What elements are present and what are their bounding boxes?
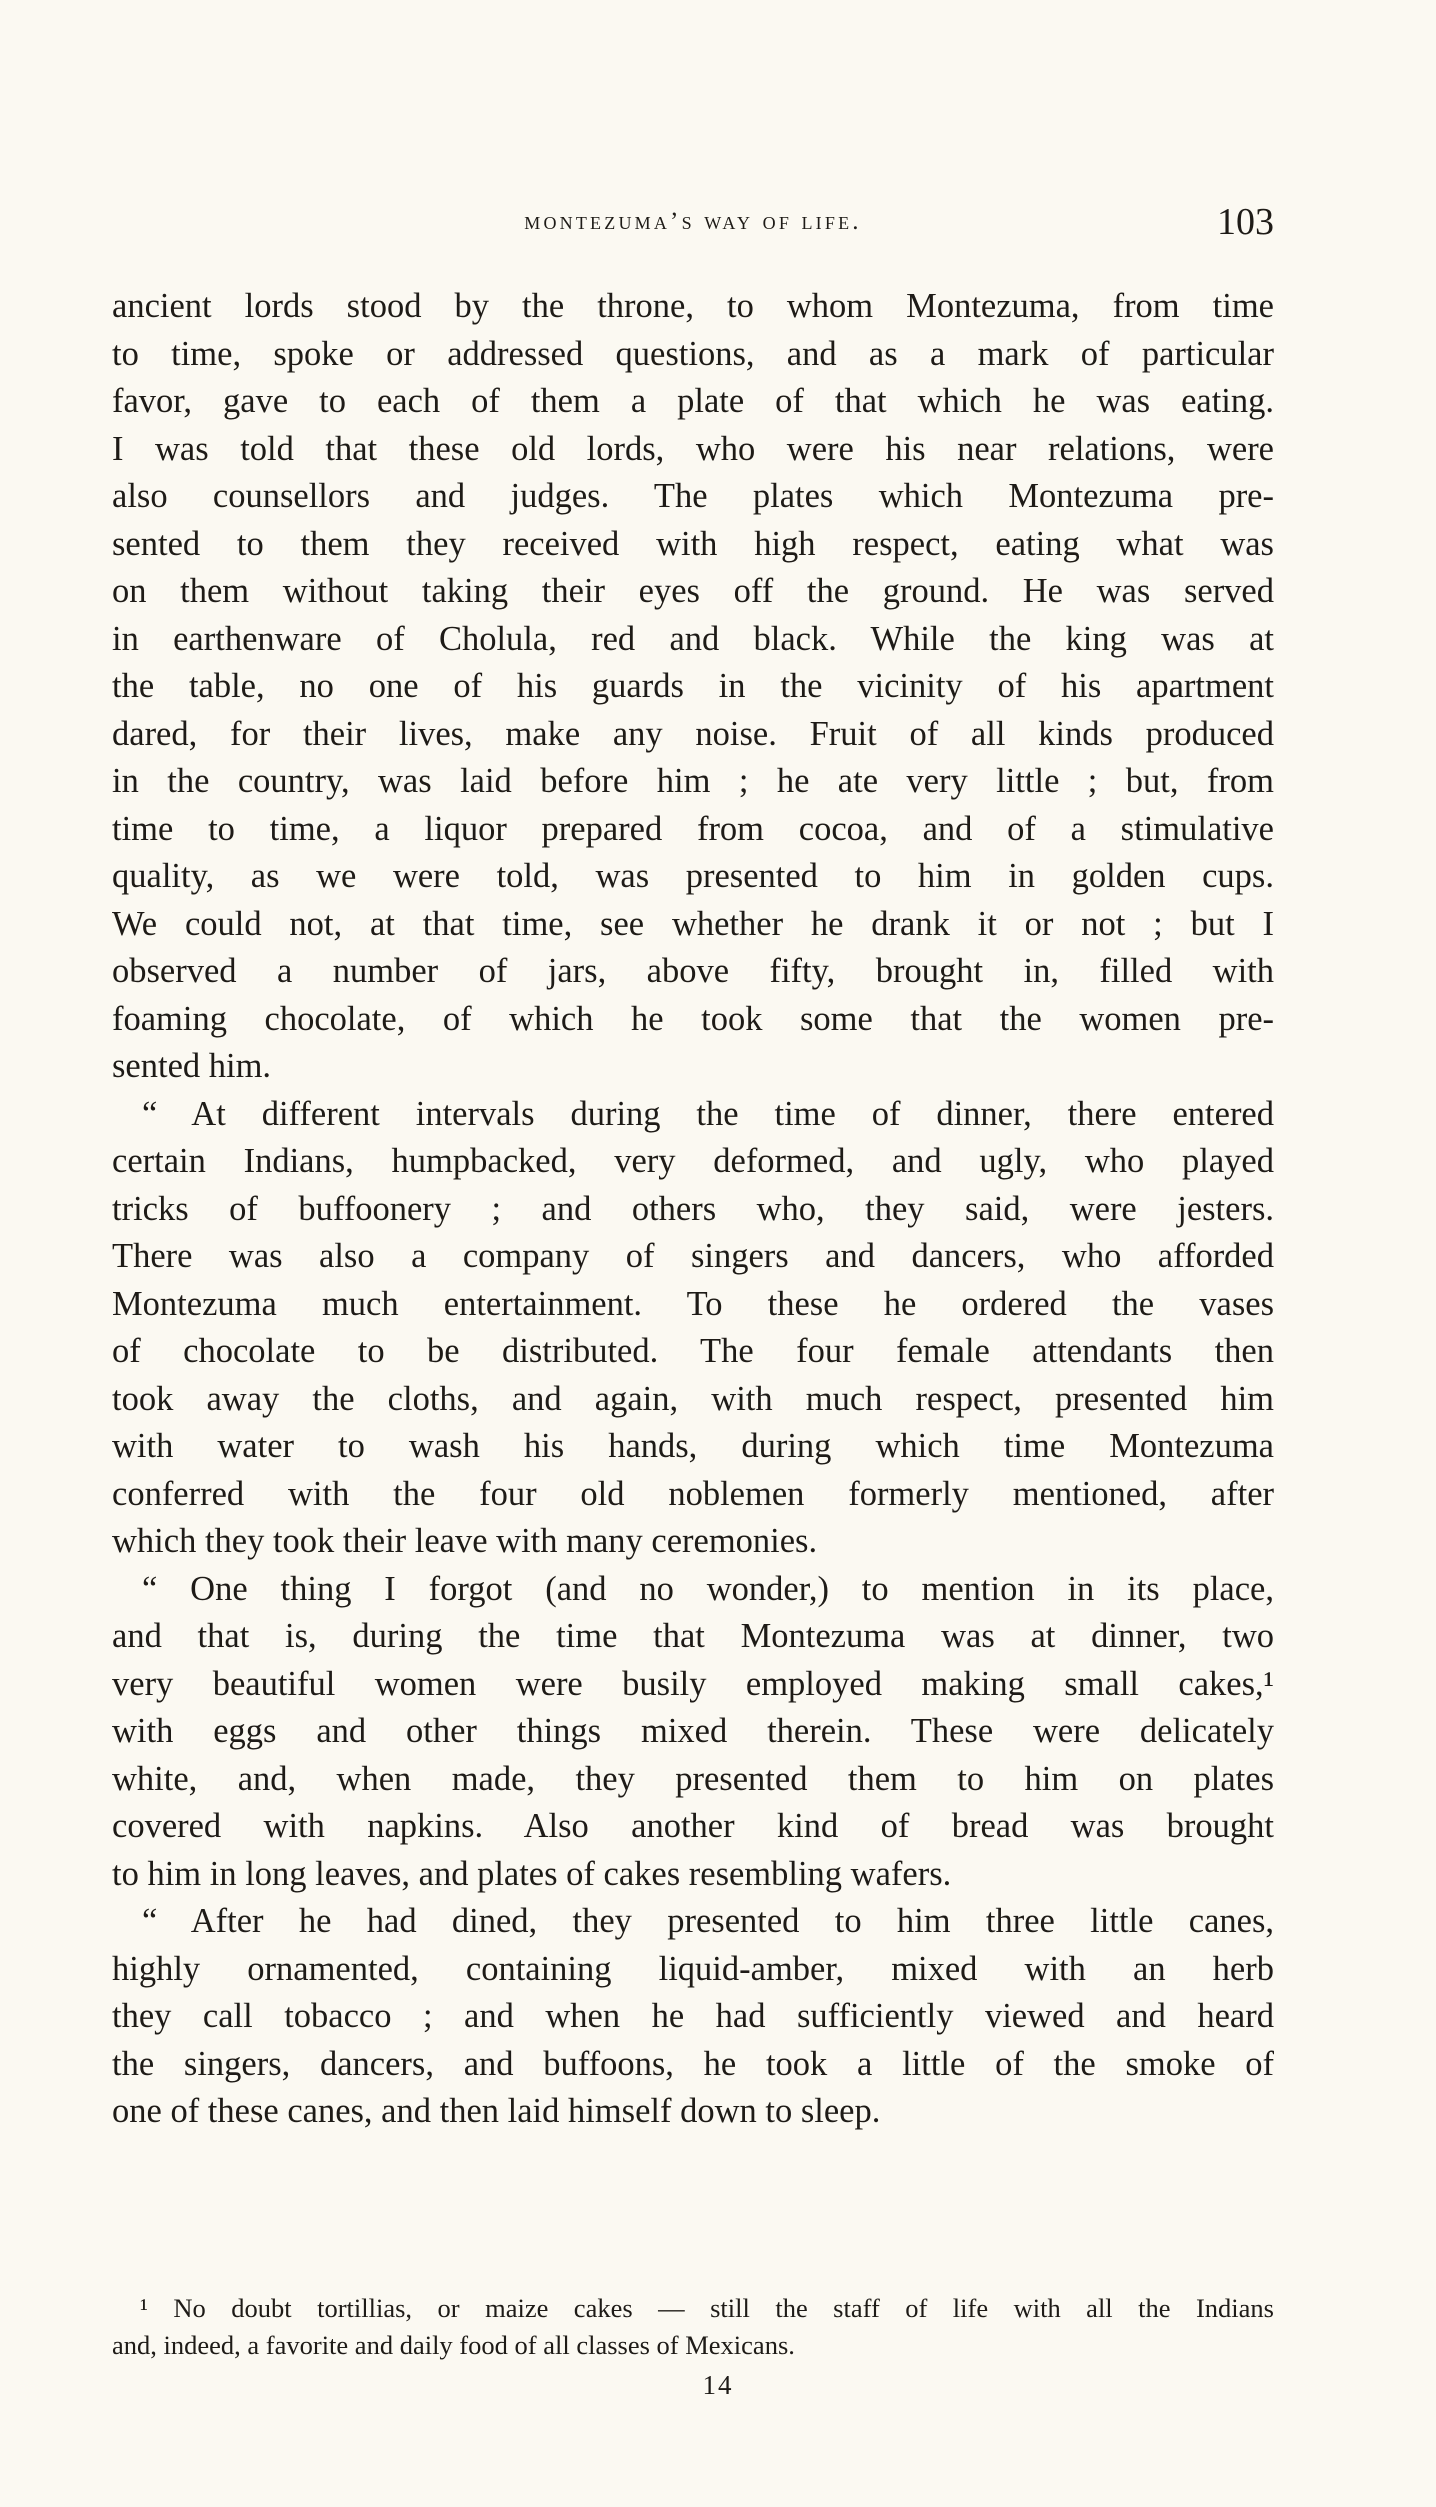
text-line: tricks of buffoonery ; and others who, they said, were jesters.: [112, 1189, 1274, 1228]
text-line: they call tobacco ; and when he had sufficiently viewed and heard: [112, 1997, 1274, 2035]
text-line: on them without taking their eyes off the ground. He was served: [112, 572, 1274, 610]
text-line: observed a number of jars, above fifty, brought in, filled with: [112, 952, 1274, 990]
running-head: [112, 200, 1274, 250]
text-line: conferred with the four old noblemen formerly mentioned, after: [112, 1474, 1274, 1513]
text-line: in earthenware of Cholula, red and black. While the king was at: [112, 619, 1274, 658]
text-line: with eggs and other things mixed therein. These were delicately: [112, 1712, 1274, 1750]
text-line: dared, for their lives, make any noise. Fruit of all kinds produced: [112, 714, 1274, 753]
text-line: the table, no one of his guards in the vicinity of his apartment: [112, 667, 1274, 705]
text-line: Montezuma much entertainment. To these he ordered the vases: [112, 1284, 1274, 1323]
body-text: [112, 283, 1274, 2136]
footnotes: [112, 2290, 1274, 2364]
text-line: certain Indians, humpbacked, very deformed, and ugly, who played: [112, 1142, 1274, 1180]
text-line: which they took their leave with many ceremonies.: [112, 1522, 818, 1560]
text-line: covered with napkins. Also another kind of bread was brought: [112, 1807, 1274, 1845]
text-line: with water to wash his hands, during which time Montezuma: [112, 1427, 1274, 1465]
text-line: foaming chocolate, of which he took some that the women pre-: [112, 999, 1274, 1038]
text-line: sented to them they received with high respect, eating what was: [112, 524, 1274, 563]
footnote-line: ¹ No doubt tortillias, or maize cakes — still the staff of life with all the Indians: [140, 2293, 1274, 2323]
text-line: to time, spoke or addressed questions, and as a mark of particular: [112, 334, 1274, 373]
signature-mark: 14: [702, 2370, 734, 2400]
page-number: 103: [1217, 201, 1274, 243]
text-line: quality, as we were told, was presented to him in golden cups.: [112, 857, 1274, 895]
text-line: also counsellors and judges. The plates which Montezuma pre-: [112, 477, 1274, 515]
text-line: highly ornamented, containing liquid-amber, mixed with an herb: [112, 1949, 1274, 1988]
text-line: “ One thing I forgot (and no wonder,) to mention in its place,: [142, 1569, 1274, 1608]
text-line: of chocolate to be distributed. The four female attendants then: [112, 1332, 1274, 1370]
text-line: white, and, when made, they presented them to him on plates: [112, 1759, 1274, 1798]
text-line: very beautiful women were busily employed making small cakes,¹: [112, 1664, 1274, 1703]
running-title: montezuma’s way of life.: [524, 208, 862, 235]
text-line: We could not, at that time, see whether he drank it or not ; but I: [112, 904, 1274, 943]
text-line: There was also a company of singers and dancers, who afforded: [112, 1237, 1274, 1275]
text-line: “ After he had dined, they presented to him three little canes,: [142, 1902, 1274, 1940]
text-line: the singers, dancers, and buffoons, he took a little of the smoke of: [112, 2044, 1274, 2083]
text-line: took away the cloths, and again, with much respect, presented him: [112, 1379, 1274, 1418]
text-line: favor, gave to each of them a plate of that which he was eating.: [112, 382, 1274, 420]
text-line: “ At different intervals during the time of dinner, there entered: [142, 1094, 1274, 1133]
text-line: one of these canes, and then laid himself down to sleep.: [112, 2092, 881, 2130]
text-line: sented him.: [112, 1047, 272, 1085]
text-line: ancient lords stood by the throne, to whom Montezuma, from time: [112, 287, 1274, 325]
text-line: time to time, a liquor prepared from cocoa, and of a stimulative: [112, 809, 1274, 848]
text-line: to him in long leaves, and plates of cakes resembling wafers.: [112, 1854, 952, 1893]
text-line: I was told that these old lords, who were his near relations, were: [112, 429, 1274, 468]
text-line: and that is, during the time that Montezuma was at dinner, two: [112, 1617, 1274, 1655]
footnote-line: and, indeed, a favorite and daily food of all classes of Mexicans.: [112, 2330, 795, 2360]
text-line: in the country, was laid before him ; he ate very little ; but, from: [112, 762, 1274, 800]
